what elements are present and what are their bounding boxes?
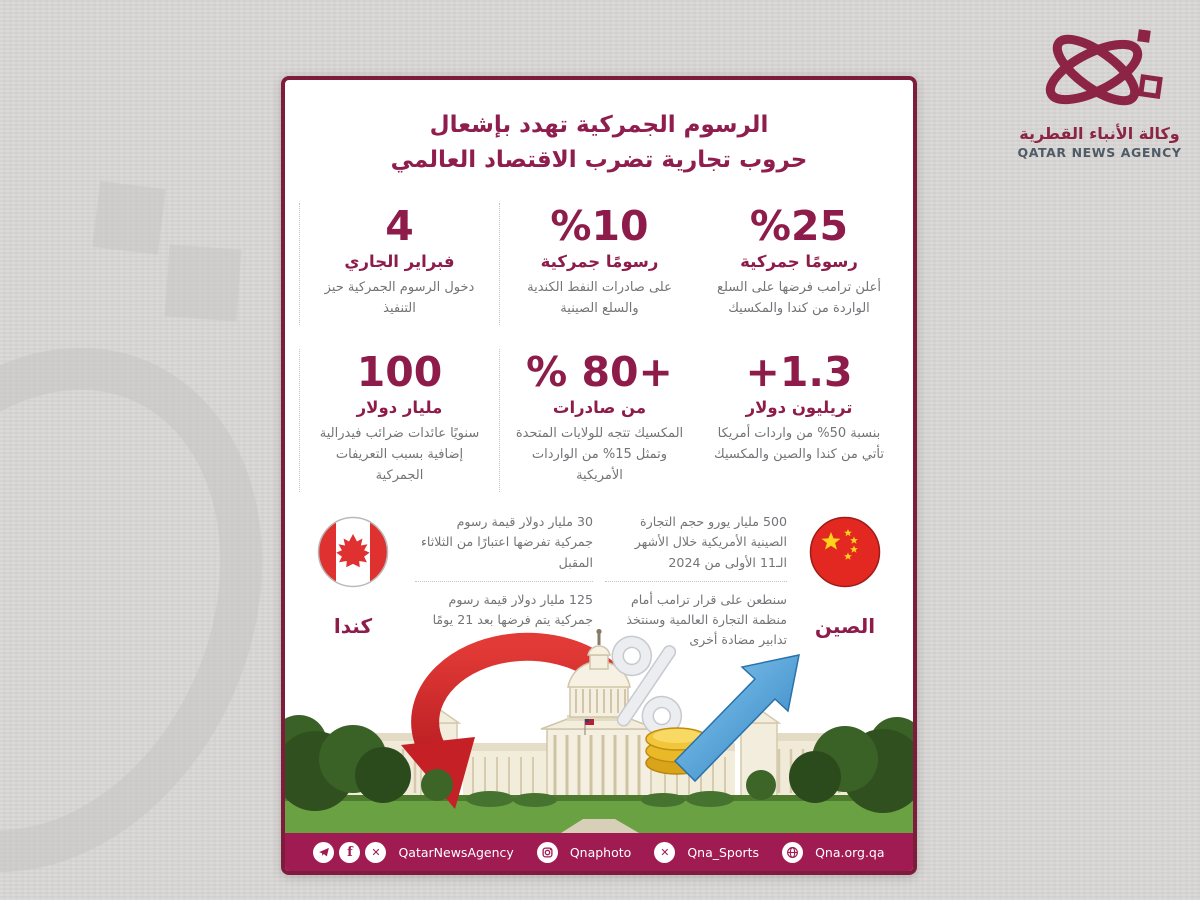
canada-fact-2: 125 مليار دولار قيمة رسوم جمركية يتم فرضها بعد 21 يومًا <box>432 591 593 627</box>
qna-logo-english: QATAR NEWS AGENCY <box>1017 145 1182 160</box>
qna-orbit-icon <box>1034 22 1166 118</box>
stat-value: 100 <box>356 348 443 397</box>
qna-logo <box>1017 22 1182 160</box>
stat-label: رسومًا جمركية <box>540 252 659 272</box>
capitol-illustration <box>285 621 913 833</box>
stats-grid <box>299 203 899 492</box>
stat-trillion-imports <box>699 349 899 492</box>
stat-mexico-exports <box>499 349 699 492</box>
watermark-swirl <box>0 280 300 900</box>
china-fact-1: 500 مليار يورو حجم التجارة الصينية الأمريكية خلال الأشهر الـ11 الأولى من 2024 <box>634 514 787 570</box>
x-icon[interactable]: ✕ <box>365 842 386 863</box>
stat-label: مليار دولار <box>356 398 443 418</box>
main-social-icons <box>313 842 386 863</box>
stat-value: % 80+ <box>526 348 673 397</box>
stat-label: من صادرات <box>552 398 647 418</box>
canada-flag-icon <box>317 516 389 588</box>
title-line-1: الرسوم الجمركية تهدد بإشعال <box>429 112 769 138</box>
footer-social-bar <box>285 833 913 871</box>
stat-description: أعلن ترامب فرضها على السلع الواردة من كندا والمكسيك <box>717 280 881 317</box>
dotted-divider <box>605 581 787 582</box>
stat-value: %10 <box>550 202 649 250</box>
instagram-icon[interactable] <box>537 842 558 863</box>
x-icon[interactable]: ✕ <box>654 842 675 863</box>
photo-handle[interactable]: Qnaphoto <box>569 844 632 860</box>
stat-description: دخول الرسوم الجمركية حيز التنفيذ <box>324 280 475 317</box>
stat-label: رسومًا جمركية <box>740 252 858 272</box>
title-line-2: حروب تجارية تضرب الاقتصاد العالمي <box>390 146 808 173</box>
website-link[interactable]: Qna.org.qa <box>815 844 885 860</box>
stat-description: بنسبة 50% من واردات أمريكا تأتي من كندا والصين والمكسيك <box>714 426 884 463</box>
stat-federal-revenue <box>299 349 499 492</box>
stat-february-4 <box>299 203 499 325</box>
dotted-divider <box>415 581 593 582</box>
watermark-square <box>165 245 242 322</box>
stat-value: +1.3 <box>745 348 853 397</box>
qna-logo-arabic: وكالة الأنباء القطرية <box>1019 124 1180 143</box>
canada-label: كندا <box>333 614 373 639</box>
stat-value: %25 <box>749 202 849 250</box>
telegram-icon[interactable] <box>313 842 334 863</box>
watermark-square <box>92 181 166 255</box>
stat-tariff-10-percent <box>499 203 699 325</box>
infographic-card <box>281 76 917 875</box>
canada-fact-1: 30 مليار دولار قيمة رسوم جمركية تفرضها اعتبارًا من الثلاثاء المقبل <box>420 514 593 570</box>
stat-label: فبراير الجاري <box>344 252 455 272</box>
globe-icon[interactable] <box>782 842 803 863</box>
stat-label: تريليون دولار <box>745 398 853 418</box>
china-label: الصين <box>814 614 876 639</box>
stat-value: 4 <box>385 202 414 250</box>
infographic-title <box>285 108 913 177</box>
stat-description: على صادرات النفط الكندية والسلع الصينية <box>527 280 672 317</box>
sports-handle[interactable]: Qna_Sports <box>687 844 760 860</box>
stat-tariff-25-percent <box>699 203 899 325</box>
facebook-icon[interactable]: f <box>339 842 360 863</box>
china-flag-icon <box>809 516 881 588</box>
main-handle[interactable]: QatarNewsAgency <box>398 844 514 860</box>
stat-description: سنويًا عائدات ضرائب فيدرالية إضافية بسبب التعريفات الجمركية <box>319 426 480 484</box>
china-fact-2: سنطعن على قرار ترامب أمام منظمة التجارة العالمية وسنتخذ تدابير مضادة أخرى <box>626 591 787 648</box>
stat-description: المكسيك تتجه للولايات المتحدة وتمثل 15% من الواردات الأمريكية <box>515 426 684 484</box>
